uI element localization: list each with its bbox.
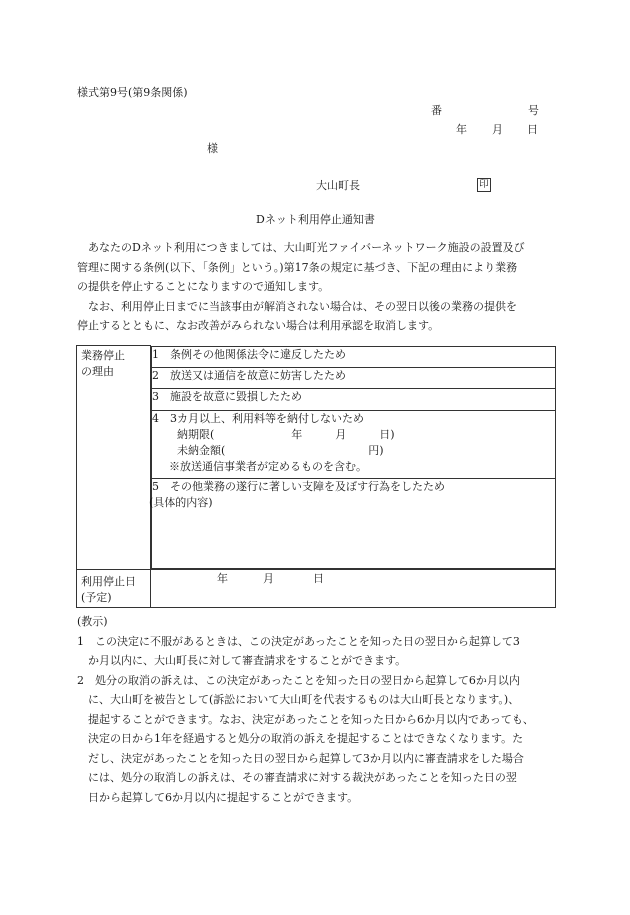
date-day-label: 日 <box>527 123 538 136</box>
reason-item-1: 1 条例その他関係法令に違反したため <box>152 346 556 367</box>
reason-item-2: 2 放送又は通信を故意に妨害したため <box>152 367 556 388</box>
seal-icon: 印 <box>477 178 491 192</box>
stop-date-cell <box>151 569 556 607</box>
seal-mark <box>477 178 491 192</box>
document-title: Dネット利用停止通知書 <box>256 213 375 226</box>
unpaid-amount-line: 未納金額( 円) <box>177 443 384 457</box>
form-label: 様式第9号(第9条関係) <box>77 86 188 99</box>
stop-month-label: 月 <box>263 571 274 585</box>
body-p1-line: 管理に関する条例(以下、「条例」という。)第17条の規定に基づき、下記の理由により業務 <box>77 260 518 274</box>
reason-table <box>76 345 556 608</box>
note-2-line: だし、決定があったことを知った日の翌日から起算して3か月以内に審査請求をした場合 <box>77 751 524 765</box>
stop-date-label-cell <box>77 569 151 607</box>
stop-date-label: 利用停止日 <box>81 574 136 588</box>
due-date-line: 納期限( 年 月 日) <box>177 427 395 441</box>
note-2-line: 2 処分の取消の訴えは、この決定があったことを知った日の翌日から起算して6か月以内 <box>77 673 520 687</box>
issuer-mayor: 大山町長 <box>316 179 360 192</box>
reason-label-cell <box>77 346 151 570</box>
note-2-line: 提起することができます。なお、決定があったことを知った日から6か月以内であっても、 <box>77 712 534 726</box>
stop-year-label: 年 <box>217 571 228 585</box>
notes-heading: (教示) <box>77 615 108 628</box>
reason-item-5-text: 5 その他業務の遂行に著しい支障を及ぼす行為をしたため <box>152 479 445 493</box>
recipient-sama-label: 様 <box>207 142 218 155</box>
body-p1-line: の提供を停止することになりますので通知します。 <box>77 280 330 293</box>
number-go-label: 号 <box>528 104 539 117</box>
stop-date-label: (予定) <box>81 590 112 604</box>
reason-items-cell <box>151 346 556 570</box>
body-p1-line: あなたのDネット利用につきましては、大山町光ファイバーネットワーク施設の設置及び <box>88 241 525 254</box>
body-p2-line: なお、利用停止日までに当該事由が解消されない場合は、その翌日以後の業務の提供を <box>88 299 517 313</box>
specific-details-label: (具体的内容) <box>149 495 213 509</box>
date-month-label: 月 <box>492 123 503 136</box>
date-year-label: 年 <box>456 123 467 136</box>
body-p2-line: 停止するとともに、なお改善がみられない場合は利用承認を取消します。 <box>77 319 440 332</box>
reason-item-3: 3 施設を故意に毀損したため <box>152 388 556 410</box>
instruction-notes <box>77 612 557 807</box>
body-text <box>77 238 557 336</box>
note-2-line: に、大山町を被告として(訴訟において大山町を代表するものは大山町長となります。)、 <box>77 693 520 706</box>
note-2-line: 日から起算して6か月以内に提起することができます。 <box>77 790 359 804</box>
stop-day-label: 日 <box>313 571 324 585</box>
reason-items <box>151 346 556 569</box>
reason-item-5 <box>149 478 556 568</box>
reason-label: 業務停止 <box>81 349 125 362</box>
note-2-line: 決定の日から1年を経過すると処分の取消の訴えを提起することはできなくなります。た <box>77 732 524 745</box>
broadcaster-note: ※放送通信事業者が定めるものを含む。 <box>169 459 367 473</box>
reason-label: の理由 <box>81 365 114 378</box>
note-1-line: か月以内に、大山町長に対して審査請求をすることができます。 <box>77 654 407 667</box>
note-1-line: 1 この決定に不服があるときは、この決定があったことを知った日の翌日から起算して3 <box>77 634 520 648</box>
number-ban-label: 番 <box>431 104 442 117</box>
reason-item-4-text: 4 3カ月以上、利用料等を納付しないため <box>152 411 364 425</box>
reason-item-4 <box>152 410 556 478</box>
note-2-line: には、処分の取消しの訴えは、その審査請求に対する裁決があったことを知った日の翌 <box>77 771 517 784</box>
